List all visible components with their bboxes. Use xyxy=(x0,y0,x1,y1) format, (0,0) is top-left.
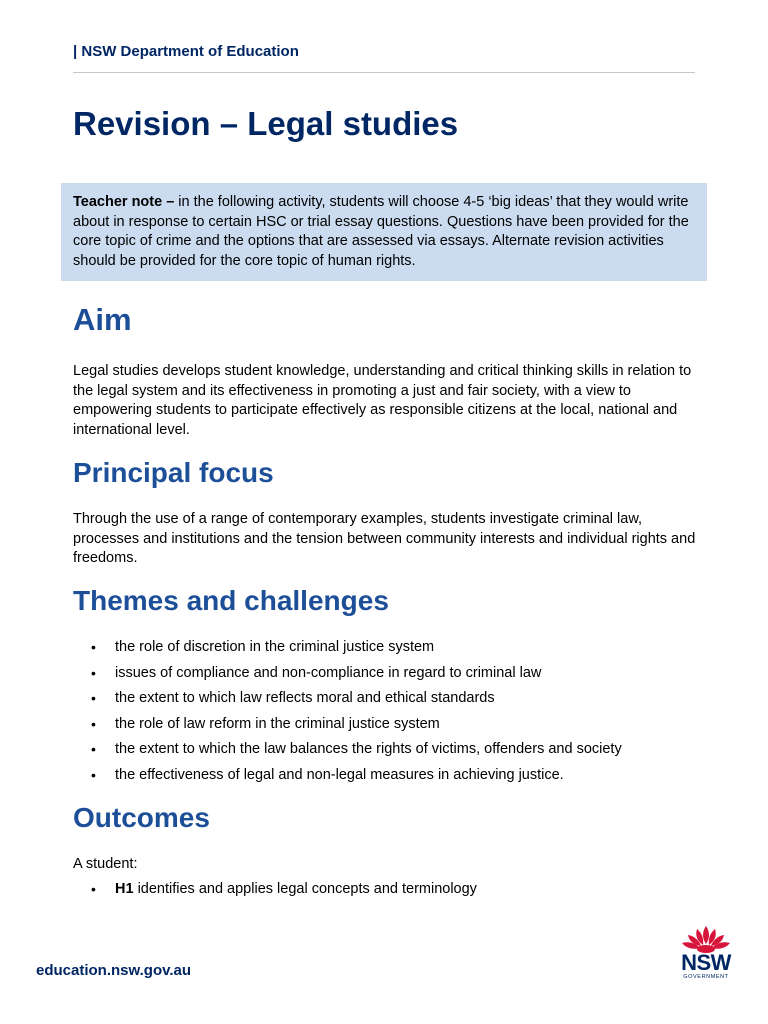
list-item xyxy=(73,714,713,740)
aim-text: Legal studies develops student knowledge, understanding and critical thinking skills in relation to the legal system and its effectiveness in promoting a just and fair society, with a view to empowering students to participate effectively as responsible citizens at the local, national and international level. xyxy=(73,363,692,438)
list-item xyxy=(73,765,713,791)
principal-focus-heading: Principal focus xyxy=(73,457,274,488)
list-item xyxy=(73,663,713,689)
outcomes-list xyxy=(73,879,713,899)
principal-focus-text: Through the use of a range of contemporary examples, students investigate criminal law, processes and institutions and the tension between community interests and individual rights and freedoms. xyxy=(73,511,696,566)
list-item xyxy=(73,637,713,663)
list-item-text: the extent to which the law balances the rights of victims, offenders and society xyxy=(115,741,622,757)
bullet-icon: • xyxy=(91,715,96,732)
bullet-icon: • xyxy=(91,639,96,655)
bullet-icon: • xyxy=(91,881,96,897)
logo-subtext: GOVERNMENT xyxy=(683,974,729,980)
list-item-text: the role of discretion in the criminal justice system xyxy=(115,639,435,655)
page-title: Revision – Legal studies xyxy=(73,105,459,142)
outcome-code: H1 xyxy=(115,881,134,897)
teacher-note-text: in the following activity, students will choose 4-5 ‘big ideas’ that they would write about in response to certain HSC or trial essay questions. Questions have been provided for the core topic of crime and the options that are assessed via essays. Alternate revision activities should be provided for the core topic of human rights. xyxy=(73,194,689,269)
outcomes-intro: A student: xyxy=(73,856,138,872)
outcome-text: identifies and applies legal concepts and terminology xyxy=(133,881,477,897)
bullet-icon: • xyxy=(91,664,96,681)
outcomes-heading: Outcomes xyxy=(73,802,210,833)
themes-heading: Themes and challenges xyxy=(73,585,389,616)
list-item-text: the extent to which law reflects moral and ethical standards xyxy=(115,690,495,706)
list-item-text: the role of law reform in the criminal justice system xyxy=(115,715,440,732)
teacher-note-label: Teacher note – xyxy=(73,194,175,210)
list-item xyxy=(73,688,713,714)
themes-list xyxy=(73,637,713,790)
list-item-text: the effectiveness of legal and non-legal measures in achieving justice. xyxy=(115,766,564,783)
footer-website-link[interactable]: education.nsw.gov.au xyxy=(36,962,192,979)
list-item xyxy=(73,739,713,765)
logo-wordmark: NSW xyxy=(681,950,731,975)
aim-heading: Aim xyxy=(73,302,132,337)
bullet-icon: • xyxy=(91,741,96,757)
teacher-note-box xyxy=(61,183,707,281)
list-item-text: issues of compliance and non-compliance in regard to criminal law xyxy=(115,664,542,681)
bullet-icon: • xyxy=(91,690,96,706)
header-divider xyxy=(73,72,695,73)
list-item xyxy=(73,879,713,899)
nsw-government-logo xyxy=(677,924,735,986)
bullet-icon: • xyxy=(91,766,96,783)
department-header: | NSW Department of Education xyxy=(73,43,299,60)
